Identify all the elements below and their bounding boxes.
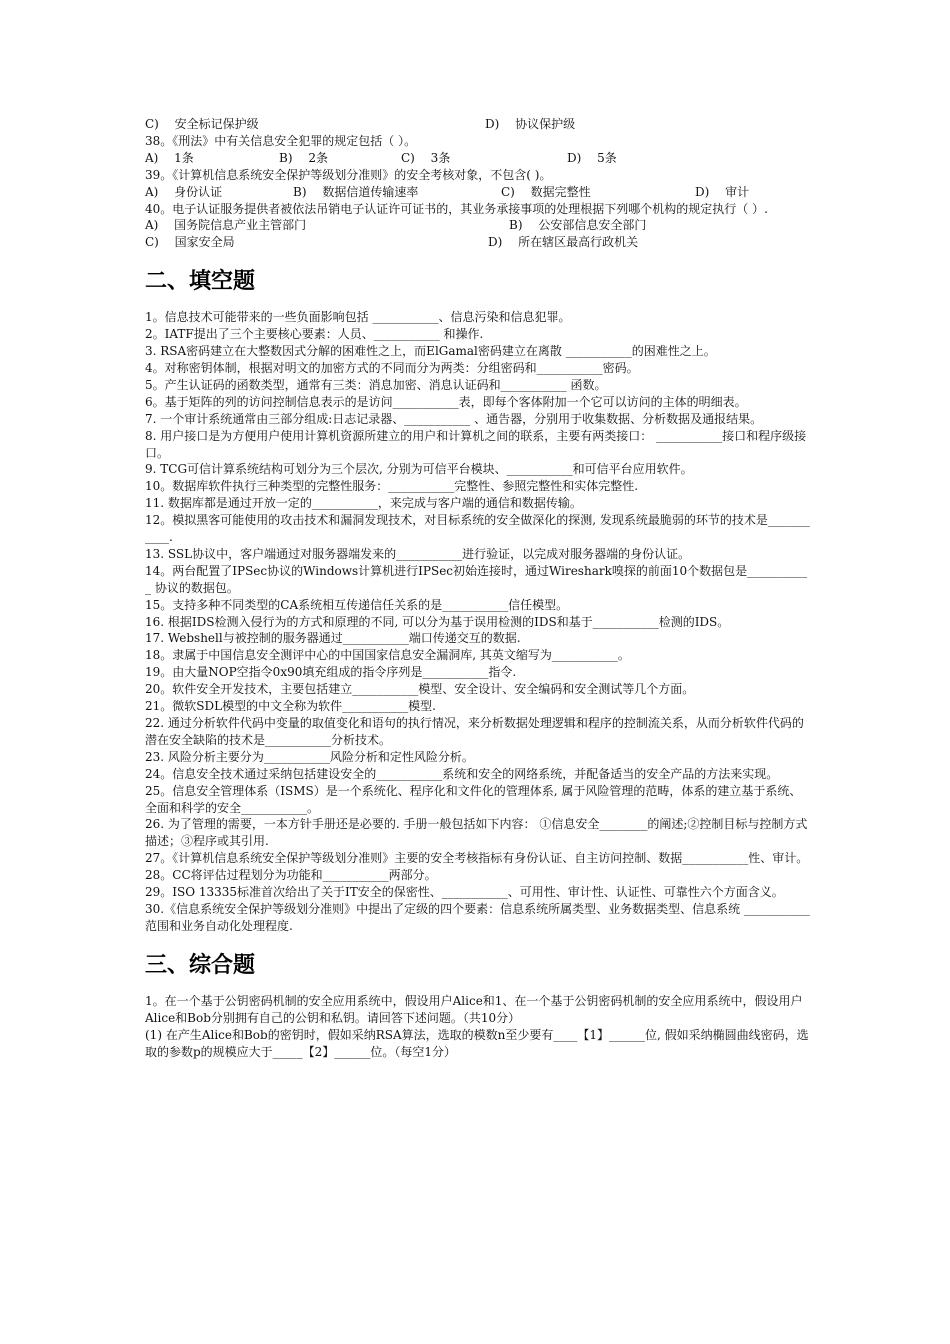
fill-in-item: 20。软件安全开发技术，主要包括建立___________模型、安全设计、安全编码和安全测试等几个方面。 [145,682,695,697]
fill-in-item: 19。由大量NOP空指令0x90填充组成的指令序列是___________指令. [145,665,517,680]
fill-in-item: 2。IATF提出了三个主要核心要素：人员、___________ 和操作. [145,327,484,342]
fill-in-item: 26. 为了管理的需要，一本方针手册还是必要的. 手册一般包括如下内容： ①信息安全________的阐述;②控制目标与控制方式描述；③程序或其引用. [145,817,808,849]
option-d: D) 5条 [567,150,617,165]
fill-in-item: 15。支持多种不同类型的CA系统相互传递信任关系的是___________信任模型。 [145,597,569,612]
fill-in-list [145,309,810,935]
q38-options [145,150,810,167]
q40-options-cd [145,234,810,251]
q1-intro: 1。在一个基于公钥密码机制的安全应用系统中，假设用户Alice和1、在一个基于公钥密码机制的安全应用系统中，假设用户Alice和Bob分别拥有自己的公钥和私钥。请回答下述问题。（共10分） [145,993,803,1025]
q39-stem: 39。《计算机信息系统安全保护等级划分准则》的安全考核对象，不包含( )。 [145,167,552,182]
fill-in-item: 8. 用户接口是为方便用户使用计算机资源所建立的用户和计算机之间的联系，主要有两类接口： ___________接口和程序级接口。 [145,428,807,460]
option-a: A) 1条 [145,150,194,165]
option-a: A) 身份认证 [145,184,223,199]
fill-in-item: 12。模拟黑客可能使用的攻击技术和漏洞发现技术，对目标系统的安全做深化的探测, 发现系统最脆弱的环节的技术是___________. [145,513,810,545]
q1-part1: (1) 在产生Alice和Bob的密钥时，假如采纳RSA算法，选取的模数n至少要有____【1】______位, 假如采纳椭圆曲线密码，选取的参数p的规模应大于_____【2】______位。（每空1分） [145,1027,809,1059]
fill-in-item: 16. 根据IDS检测入侵行为的方式和原理的不同, 可以分为基于误用检测的IDS和基于___________检测的IDS。 [145,614,730,629]
option-b: B) 公安部信息安全部门 [509,218,647,233]
option-c: C) 数据完整性 [501,184,591,199]
q40-stem: 40。电子认证服务提供者被依法吊销电子认证许可证书的，其业务承接事项的处理根据下列哪个机构的规定执行（ ）. [145,201,768,216]
fill-in-item: 9. TCG可信计算系统结构可划分为三个层次, 分别为可信平台模块、___________和可信平台应用软件。 [145,462,693,477]
fill-in-item: 23. 风险分析主要分为___________风险分析和定性风险分析。 [145,749,474,764]
fill-in-item: 7. 一个审计系统通常由三部分组成:日志记录器、___________ 、通告器，分别用于收集数据、分析数据及通报结果。 [145,411,763,426]
fill-in-item: 3. RSA密码建立在大整数因式分解的困难性之上，而ElGamal密码建立在离散 ___________的困难性之上。 [145,344,716,359]
fill-in-item: 4。对称密钥体制，根据对明文的加密方式的不同而分为两类：分组密码和___________密码。 [145,360,639,375]
fill-in-item: 6。基于矩阵的列的访问控制信息表示的是访问___________表，即每个客体附加一个它可以访问的主体的明细表。 [145,394,747,409]
option-c: C) 安全标记保护级 [145,117,259,131]
fill-in-item: 14。两台配置了IPSec协议的Windows计算机进行IPSec初始连接时，通过Wireshark嗅探的前面10个数据包是___________ 协议的数据包。 [145,563,808,595]
fill-in-item: 18。隶属于中国信息安全测评中心的中国国家信息安全漏洞库, 其英文缩写为___________。 [145,648,630,663]
fill-in-item: 17. Webshell与被控制的服务器通过___________端口传递交互的数据. [145,631,521,646]
fill-in-item: 1。信息技术可能带来的一些负面影响包括 ___________、信息污染和信息犯罪。 [145,310,571,325]
option-d: D) 协议保护级 [485,117,576,131]
fill-in-item: 27。《计算机信息系统安全保护等级划分准则》主要的安全考核指标有身份认证、自主访问控制、数据___________性、审计。 [145,851,809,866]
q39-options [145,184,810,201]
section-heading-fill-in: 二、填空题 [145,269,256,295]
fill-in-item: 28。CC将评估过程划分为功能和___________两部分。 [145,868,437,883]
fill-in-item: 11. 数据库都是通过开放一定的___________，来完成与客户端的通信和数据传输。 [145,496,582,511]
q37-options-cd [145,116,810,133]
section-heading-comprehensive: 三、综合题 [145,952,256,978]
option-b: B) 2条 [279,150,328,165]
option-a: A) 国务院信息产业主管部门 [145,218,307,233]
document-page [145,116,810,1060]
option-b: B) 数据信道传输速率 [293,184,419,199]
fill-in-item: 25。信息安全管理体系（ISMS）是一个系统化、程序化和文件化的管理体系, 属于风险管理的范畴，体系的建立基于系统、全面和科学的安全___________。 [145,783,802,815]
option-d: D) 所在辖区最高行政机关 [488,235,639,250]
q40-options-ab [145,217,810,234]
fill-in-item: 22. 通过分析软件代码中变量的取值变化和语句的执行情况，来分析数据处理逻辑和程序的控制流关系，从而分析软件代码的潜在安全缺陷的技术是___________分析技术。 [145,716,804,747]
fill-in-item: 10。数据库软件执行三种类型的完整性服务：___________完整性、参照完整性和实体完整性. [145,479,639,494]
option-c: C) 3条 [401,150,451,165]
fill-in-item: 5。产生认证码的函数类型，通常有三类：消息加密、消息认证码和___________ 函数。 [145,377,607,392]
fill-in-item: 21。微软SDL模型的中文全称为软件___________模型. [145,699,436,714]
fill-in-item: 13. SSL协议中，客户端通过对服务器端发来的___________进行验证，以完成对服务器端的身份认证。 [145,546,691,561]
option-c: C) 国家安全局 [145,235,235,250]
option-d: D) 审计 [695,184,750,199]
fill-in-item: 30.《信息系统安全保护等级划分准则》中提出了定级的四个要素：信息系统所属类型、业务数据类型、信息系统 ___________范围和业务自动化处理程度. [145,901,810,933]
q38-stem: 38。《刑法》中有关信息安全犯罪的规定包括（ ）。 [145,133,417,148]
fill-in-item: 29。ISO 13335标准首次给出了关于IT安全的保密性、___________、可用性、审计性、认证性、可靠性六个方面含义。 [145,885,784,900]
fill-in-item: 24。信息安全技术通过采纳包括建设安全的___________系统和安全的网络系统，并配备适当的安全产品的方法来实现。 [145,766,779,781]
